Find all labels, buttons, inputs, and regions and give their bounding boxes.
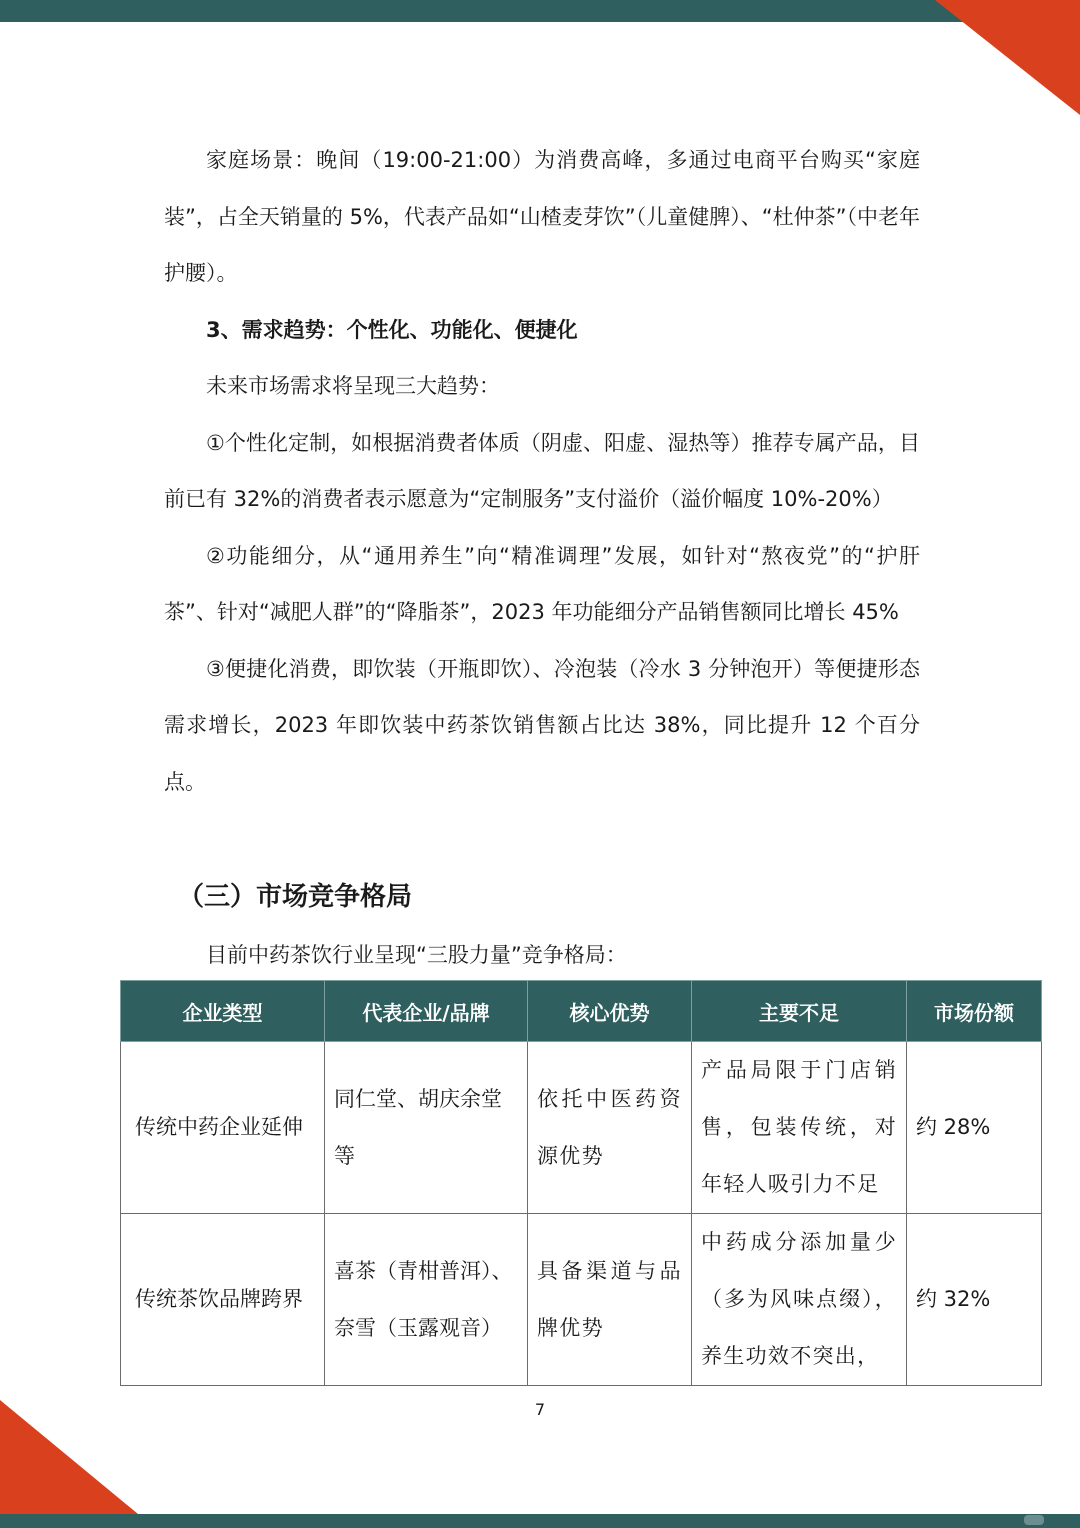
header-enterprise-type: 企业类型	[121, 981, 325, 1042]
section-intro: 目前中药茶饮行业呈现“三股力量”竞争格局：	[206, 943, 627, 967]
cell-main-weaknesses: 中药成分添加量少（多为风味点缀），养生功效不突出，	[692, 1214, 907, 1386]
header-market-share: 市场份额	[907, 981, 1042, 1042]
cell-market-share: 约 32%	[907, 1214, 1042, 1386]
body-text	[164, 132, 920, 810]
page-number: 7	[534, 1400, 546, 1419]
paragraph-trend-3: ③便捷化消费，即饮装（开瓶即饮）、冷泡装（冷水 3 分钟泡开）等便捷形态需求增长，2023 年即饮装中药茶饮销售额占比达 38%，同比提升 12 个百分点。	[164, 656, 920, 794]
header-main-weaknesses: 主要不足	[692, 981, 907, 1042]
cell-representative-brands: 喜茶（青柑普洱）、奈雪（玉露观音）	[325, 1214, 528, 1386]
cell-main-weaknesses: 产品局限于门店销售，包装传统，对年轻人吸引力不足	[692, 1042, 907, 1214]
section-title: （三）市场竞争格局	[178, 882, 413, 912]
cell-enterprise-type: 传统茶饮品牌跨界	[121, 1214, 325, 1386]
cell-representative-brands: 同仁堂、胡庆余堂等	[325, 1042, 528, 1214]
cell-core-advantages: 依托中医药资源优势	[528, 1042, 692, 1214]
header-representative-brands: 代表企业/品牌	[325, 981, 528, 1042]
top-accent-bar	[0, 0, 1080, 22]
cell-enterprise-type: 传统中药企业延伸	[121, 1042, 325, 1214]
cell-core-advantages: 具备渠道与品牌优势	[528, 1214, 692, 1386]
header-core-advantages: 核心优势	[528, 981, 692, 1042]
table-row	[121, 1214, 1042, 1386]
paragraph-trends-intro: 未来市场需求将呈现三大趋势：	[206, 374, 500, 398]
bottom-left-corner-decoration	[0, 1400, 155, 1528]
watermark-icon	[1024, 1515, 1044, 1525]
subheading-demand-trends: 3、需求趋势：个性化、功能化、便捷化	[206, 317, 578, 342]
table-row	[121, 1042, 1042, 1214]
bottom-accent-bar	[0, 1514, 1080, 1528]
paragraph-trend-1: ①个性化定制，如根据消费者体质（阴虚、阳虚、湿热等）推荐专属产品，目前已有 32%的消费者表示愿意为“定制服务”支付溢价（溢价幅度 10%-20%）	[164, 430, 920, 511]
paragraph-trend-2: ②功能细分，从“通用养生”向“精准调理”发展，如针对“熬夜党”的“护肝茶”、针对“减肥人群”的“降脂茶”，2023 年功能细分产品销售额同比增长 45%	[164, 543, 920, 624]
competition-table	[120, 980, 1042, 1386]
paragraph-home-scene: 家庭场景：晚间（19:00-21:00）为消费高峰，多通过电商平台购买“家庭装”，占全天销量的 5%，代表产品如“山楂麦芽饮”（儿童健脾）、“杜仲茶”（中老年护腰）。	[164, 148, 920, 285]
top-right-corner-decoration	[935, 0, 1080, 115]
table-header-row	[121, 981, 1042, 1042]
cell-market-share: 约 28%	[907, 1042, 1042, 1214]
